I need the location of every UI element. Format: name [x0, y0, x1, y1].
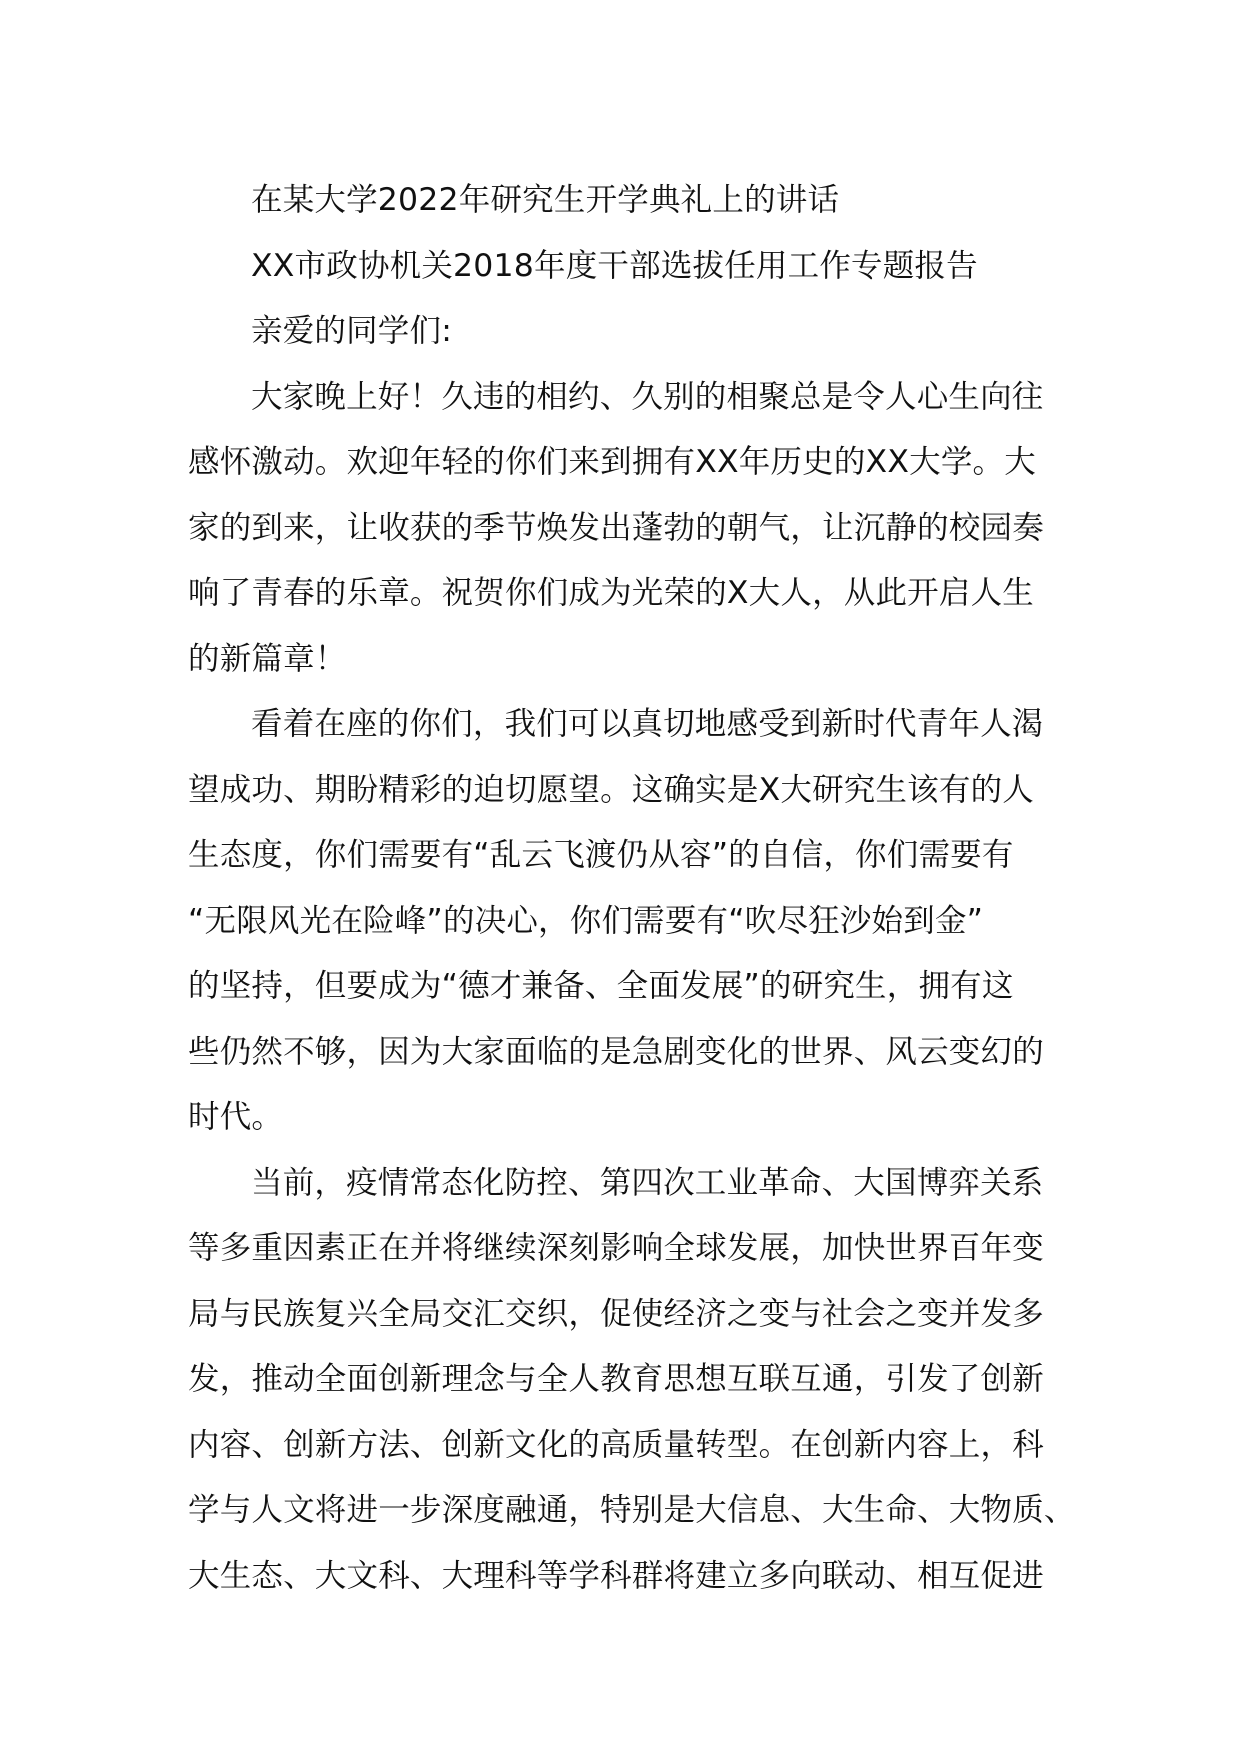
- paragraph-3: [188, 1151, 1076, 1610]
- paragraph-line: 看着在座的你们，我们可以真切地感受到新时代青年人渴: [251, 706, 1044, 742]
- paragraph-line: “无限风光在险峰”的决心，你们需要有“吹尽狂沙始到金”: [188, 902, 984, 939]
- paragraph-line: 学与人文将进一步深度融通，特别是大信息、大生命、大物质、: [188, 1492, 1076, 1528]
- salutation: 亲爱的同学们:: [251, 313, 453, 349]
- paragraph-line: 大家晚上好！久违的相约、久别的相聚总是令人心生向往: [251, 378, 1044, 415]
- paragraph-line: 感怀激动。欢迎年轻的你们来到拥有XX年历史的XX大学。大: [188, 444, 1036, 480]
- paragraph-line: 响了青春的乐章。祝贺你们成为光荣的X大人，从此开启人生: [188, 575, 1034, 611]
- paragraph-line: 时代。: [188, 1099, 284, 1135]
- paragraph-line: 的新篇章！: [188, 640, 347, 677]
- paragraph-line: 家的到来，让收获的季节焕发出蓬勃的朝气，让沉静的校园奏: [188, 509, 1044, 546]
- paragraph-1: [188, 365, 1062, 693]
- paragraph-line: 局与民族复兴全局交汇交织，促使经济之变与社会之变并发多: [188, 1295, 1044, 1332]
- paragraph-line: 当前，疫情常态化防控、第四次工业革命、大国博弈关系: [251, 1164, 1044, 1201]
- paragraph-line: 些仍然不够，因为大家面临的是急剧变化的世界、风云变幻的: [188, 1033, 1044, 1070]
- paragraph-line: 的坚持，但要成为“德才兼备、全面发展”的研究生，拥有这: [188, 968, 1014, 1004]
- speech-title: 在某大学2022年研究生开学典礼上的讲话: [251, 182, 840, 218]
- paragraph-line: 望成功、期盼精彩的迫切愿望。这确实是X大研究生该有的人: [188, 771, 1034, 808]
- paragraph-line: 大生态、大文科、大理科等学科群将建立多向联动、相互促进: [188, 1557, 1044, 1594]
- paragraph-line: 内容、创新方法、创新文化的高质量转型。在创新内容上，科: [188, 1426, 1044, 1463]
- paragraph-line: 等多重因素正在并将继续深刻影响全球发展，加快世界百年变: [188, 1230, 1044, 1266]
- report-title: XX市政协机关2018年度干部选拔任用工作专题报告: [251, 247, 978, 284]
- document-body: [188, 168, 1076, 1609]
- paragraph-line: 生态度，你们需要有“乱云飞渡仍从容”的自信，你们需要有: [188, 837, 1014, 873]
- paragraph-2: [188, 692, 1062, 1151]
- paragraph-line: 发，推动全面创新理念与全人教育思想互联互通，引发了创新: [188, 1361, 1044, 1397]
